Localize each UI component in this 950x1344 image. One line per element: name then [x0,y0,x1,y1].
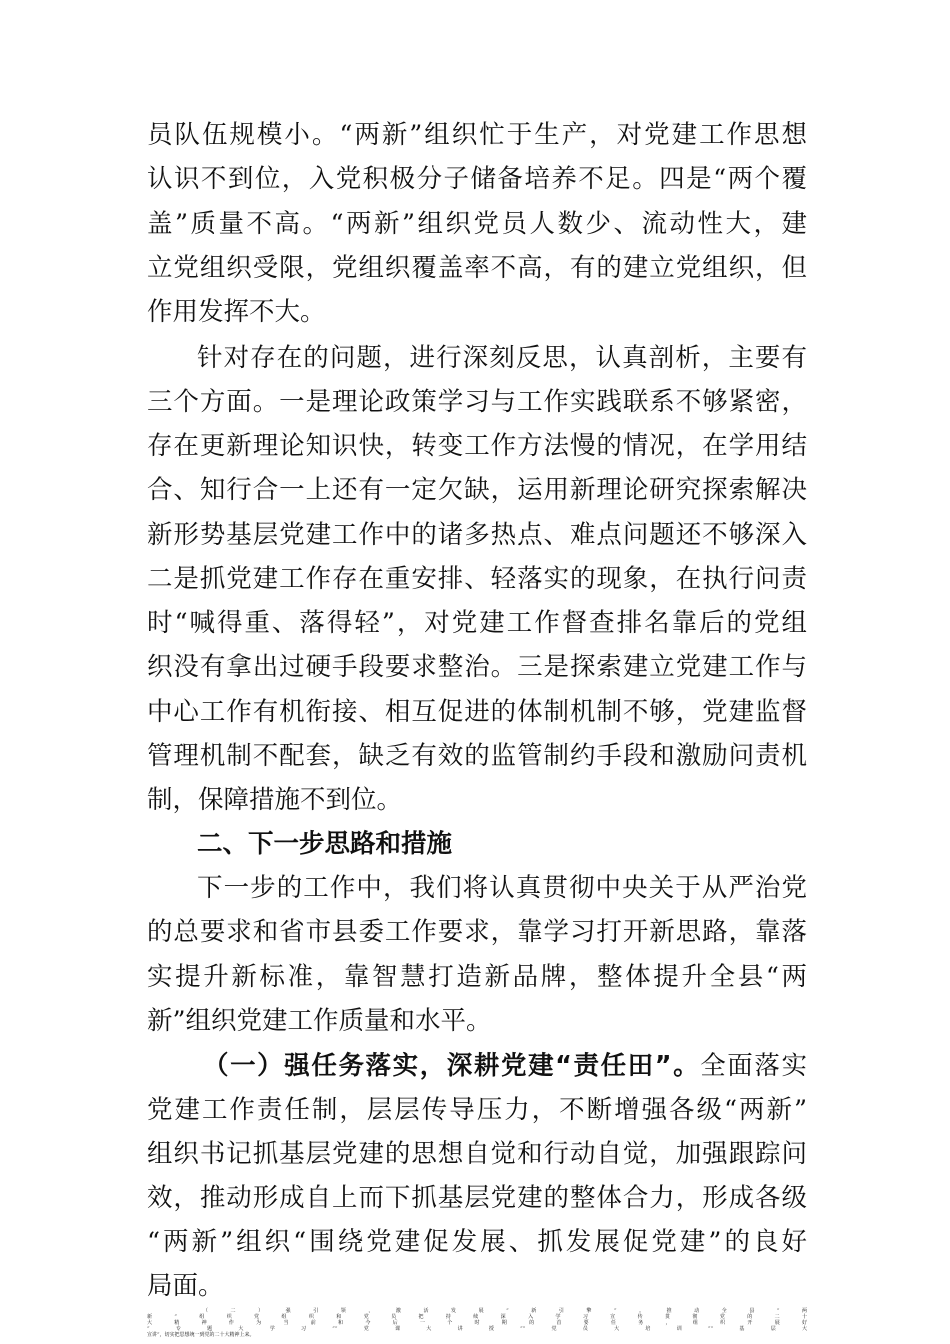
paragraph-line: 新形势基层党建工作中的诸多热点、难点问题还不够深入 [147,520,807,550]
paragraph-line: 认识不到位，入党积极分子储备培养不足。四是“两个覆 [147,164,807,194]
paragraph-line: 立党组织受限，党组织覆盖率不高，有的建立党组织，但 [147,253,807,283]
section-heading: 二、下一步思路和措施 [197,829,453,859]
paragraph-line: 时“喊得重、落得轻”，对党建工作督查排名靠后的党组 [147,608,807,638]
paragraph-line: （二）强引领，激活发展“新引擎”。推动全县“两 [203,1308,807,1314]
paragraph-line: 下一步的工作中，我们将认真贯彻中央关于从严治党 [197,873,807,903]
paragraph-line: 宣讲”，切实把思想统一到党的二十大精神上来。 [147,1332,255,1338]
paragraph-line: 员队伍规模小。“两新”组织忙于生产，对党建工作思想 [147,120,807,150]
paragraph-line: 管理机制不配套，缺乏有效的监管制约手段和激励问责机 [147,741,807,771]
paragraph-line: 组织书记抓基层党建的思想自觉和行动自觉，加强跟踪问 [147,1139,807,1169]
paragraph-line: 存在更新理论知识快，转变工作方法慢的情况，在学用结 [147,431,807,461]
paragraph-line: 织没有拿出过硬手段要求整治。三是探索建立党建工作与 [147,652,807,682]
subheading-lead: （一）强任务落实，深耕党建“责任田”。 [203,1051,701,1081]
paragraph-line: 盖”质量不高。“两新”组织党员人数少、流动性大，建 [147,209,807,239]
paragraph-line: 实提升新标准，靠智慧打造新品牌，整体提升全县“两 [147,962,807,992]
paragraph-line: 的总要求和省市县委工作要求，靠学习打开新思路，靠落 [147,917,807,947]
paragraph-line [203,1044,807,1088]
paragraph-line: “两新”组织“围绕党建促发展、抓发展促党建”的良好 [147,1227,807,1257]
paragraph-line: 效，推动形成自上而下抓基层党建的整体合力，形成各级 [147,1183,807,1213]
paragraph-line: 针对存在的问题，进行深刻反思，认真剖析，主要有 [197,343,807,373]
paragraph-line: 三个方面。一是理论政策学习与工作实践联系不够紧密， [147,387,807,417]
paragraph-line: 合、知行合一上还有一定欠缺，运用新理论研究探索解决 [147,475,807,505]
paragraph-line: “专题大学习”“党课大讲授”“党员大培训”“基层大 [147,1326,807,1332]
paragraph-line: 作用发挥不大。 [147,297,326,327]
paragraph-text: 全面落实 [700,1051,807,1081]
paragraph-line: 局面。 [147,1271,224,1301]
paragraph-line: 新”组织党组织和党员把持续深入学习宣传贯彻党的二十 [147,1314,807,1320]
paragraph-line: 新”组织党建工作质量和水平。 [147,1006,492,1036]
paragraph-line: 二是抓党建工作存在重安排、轻落实的现象，在执行问责 [147,564,807,594]
paragraph-line: 中心工作有机衔接、相互促进的体制机制不够，党建监督 [147,697,807,727]
paragraph-line: 党建工作责任制，层层传导压力，不断增强各级“两新” [147,1095,807,1125]
paragraph-line: 制，保障措施不到位。 [147,785,403,815]
paragraph-line: 大精神作为当前和今后一个时期的首要任务，组织开展好 [147,1320,807,1326]
